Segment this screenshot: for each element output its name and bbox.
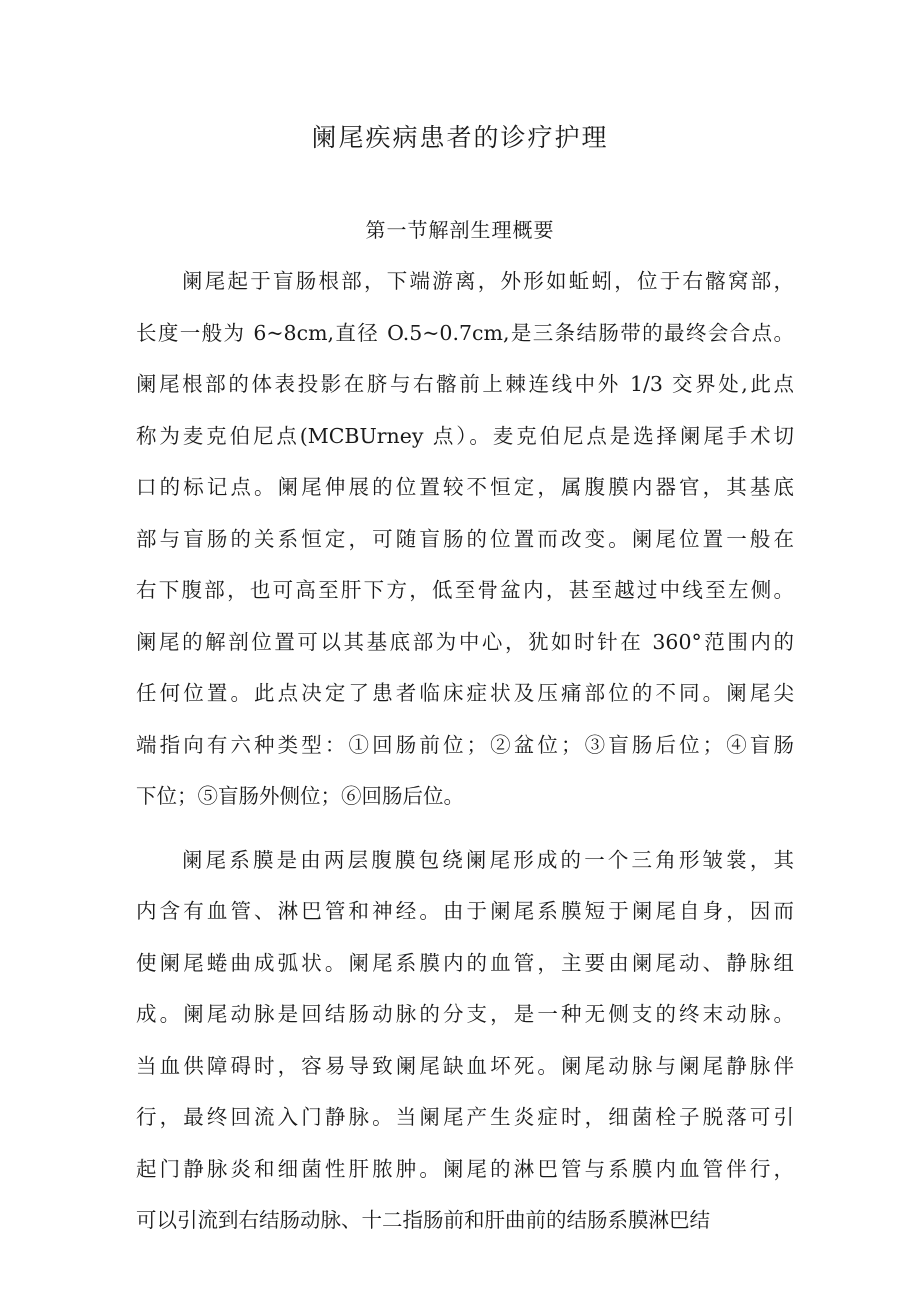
text-line: 任何位置。此点决定了患者临床症状及压痛部位的不同。阑尾尖 [136, 681, 794, 705]
text-line: 阑尾的解剖位置可以其基底部为中心，犹如时针在 360°范围内的 [136, 629, 794, 654]
text-line: 阑尾起于盲肠根部，下端游离，外形如蚯蚓，位于右髂窝部， [182, 269, 794, 293]
text-line: 部与盲肠的关系恒定，可随盲肠的位置而改变。阑尾位置一般在 [136, 526, 794, 551]
text-line: 口的标记点。阑尾伸展的位置较不恒定，属腹膜内器官，其基底 [136, 475, 794, 499]
paragraph-spacer [136, 823, 794, 835]
text-line: 阑尾根部的体表投影在脐与右髂前上棘连线中外 1/3 交界处,此点 [136, 372, 794, 396]
paragraph-anatomy [136, 256, 794, 823]
text-line: 长度一般为 6~8cm,直径 O.5~0.7cm,是三条结肠带的最终会合点。 [136, 320, 794, 345]
text-line: 行，最终回流入门静脉。当阑尾产生炎症时，细菌栓子脱落可引 [136, 1105, 794, 1129]
text-line: 内含有血管、淋巴管和神经。由于阑尾系膜短于阑尾自身，因而 [136, 899, 794, 923]
text-line: 可以引流到右结肠动脉、十二指肠前和肝曲前的结肠系膜淋巴结 [136, 1208, 710, 1232]
section-heading: 第一节解剖生理概要 [365, 218, 555, 242]
text-line: 称为麦克伯尼点(MCBUrney 点）。麦克伯尼点是选择阑尾手术切 [136, 423, 794, 448]
paragraph-mesentery [136, 835, 794, 1247]
text-line: 使阑尾蜷曲成弧状。阑尾系膜内的血管，主要由阑尾动、静脉组 [136, 950, 794, 975]
text-line: 端指向有六种类型：①回肠前位；②盆位；③盲肠后位；④盲肠 [136, 732, 794, 757]
text-line: 下位；⑤盲肠外侧位；⑥回肠后位。 [136, 784, 464, 808]
text-line: 右下腹部，也可高至肝下方，低至骨盆内，甚至越过中线至左侧。 [136, 578, 794, 602]
text-line: 当血供障碍时，容易导致阑尾缺血坏死。阑尾动脉与阑尾静脉伴 [136, 1053, 794, 1078]
document-body [136, 256, 794, 1247]
document-title: 阑尾疾病患者的诊疗护理 [311, 123, 609, 152]
text-line: 成。阑尾动脉是回结肠动脉的分支，是一种无侧支的终末动脉。 [136, 1002, 794, 1026]
text-line: 起门静脉炎和细菌性肝脓肿。阑尾的淋巴管与系膜内血管伴行， [136, 1156, 794, 1181]
text-line: 阑尾系膜是由两层腹膜包绕阑尾形成的一个三角形皱裳，其 [182, 847, 794, 872]
